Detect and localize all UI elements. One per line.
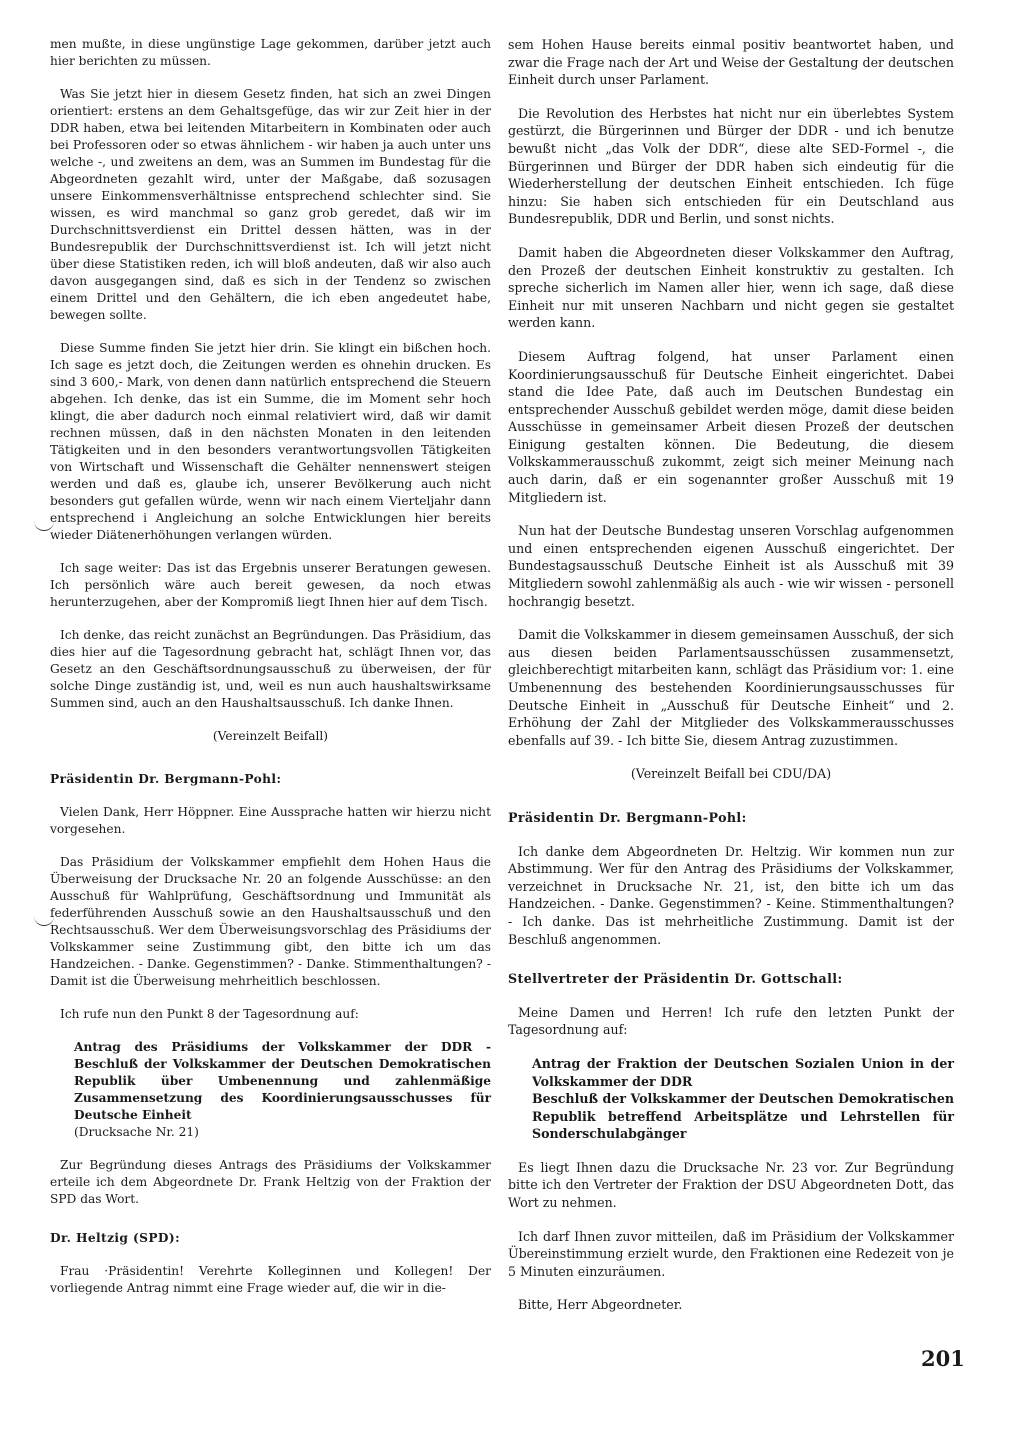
page-number: 201 (921, 1346, 965, 1371)
left-paragraph-9: Zur Begründung dieses Antrags des Präsidiums der Volkskammer erteile ich dem Abgeordnete Dr. Frank Heltzig von der Fraktion der SPD das Wort. (50, 1158, 491, 1206)
speaker-heading: Präsidentin Dr. Bergmann-Pohl: (508, 809, 747, 825)
right-paragraph-5: Nun hat der Deutsche Bundestag unseren Vorschlag aufgenommen und einen entsprechenden eigenen Ausschuß eingerichtet. Der Bundestagsausschuß Deutsche Einheit ist als Ausschuß mit 39 Mitgliedern sowohl zahlenmäßig als auch - wie wir wissen - personell hochrangig besetzt. (508, 523, 954, 609)
left-paragraph-10: Frau ·Präsidentin! Verehrte Kolleginnen und Kollegen! Der vorliegende Antrag nimmt eine Frage wieder auf, die wir in die- (50, 1264, 491, 1295)
right-paragraph-4: Diesem Auftrag folgend, hat unser Parlament einen Koordinierungsausschuß für Deutsche Einheit eingerichtet. Dabei stand die Idee Pate, daß auch im Deutschen Bundestag ein entsprechender Ausschuß gebildet werden möge, damit diese beiden Ausschüsse in gemeinsamer Arbeit diesen Prozeß der deutschen Einigung gestalten können. Die Bedeutung, die diesem Volkskammerausschuß zukommt, zeigt sich meiner Meinung nach auch darin, daß er ein sogenannter großer Ausschuß mit 19 Mitgliedern ist. (508, 348, 954, 505)
right-column (508, 36, 954, 1330)
right-paragraph-9: Es liegt Ihnen dazu die Drucksache Nr. 23 vor. Zur Begründung bitte ich den Vertreter der Fraktion der DSU Abgeordneten Dott, das Wort zu nehmen. (508, 1159, 954, 1211)
left-paragraph-2: Was Sie jetzt hier in diesem Gesetz finden, hat sich an zwei Dingen orientiert: erstens an dem Gehaltsgefüge, das wir zur Zeit hier in der DDR haben, etwa bei leitenden Mitarbeitern in Kombinaten oder auch bei Professoren oder so etwas ähnlichem - wir haben ja auch unter uns welche -, und zweitens an dem, was an Summen im Bundestag für die Abgeordneten gezahlt wird, unter der Maßgabe, daß sozusagen unsere Einkommensverhältnisse entsprechend schlechter sind. Sie wissen, es wird manchmal so ganz grob geredet, daß wir im Durchschnittsverdienst ein Drittel dessen hätten, was in der Bundesrepublik der Durchschnittsverdienst ist. Ich will jetzt nicht über diese Statistiken reden, ich will bloß andeuten, daß wir also auch davon ausgegangen sind, daß es sich in der Tendenz so zwischen einem Drittel und den Gehältern, die ich eben angedeutet habe, bewegen sollte. (50, 87, 491, 322)
left-paragraph-8: Ich rufe nun den Punkt 8 der Tagesordnung auf: (60, 1007, 359, 1021)
right-paragraph-6: Damit die Volkskammer in diesem gemeinsamen Ausschuß, der sich aus diesen beiden Parlamentsausschüssen zusammensetzt, gleichberechtigt mitarbeiten kann, schlägt das Präsidium vor: 1. eine Umbenennung des bestehenden Koordinierungsausschusses für Deutsche Einheit in „Ausschuß für Deutsche Einheit“ und 2. Erhöhung der Zahl der Mitglieder des Volkskammerausschusses ebenfalls auf 39. - Ich bitte Sie, diesem Antrag zuzustimmen. (508, 627, 954, 748)
agenda-motion-subtitle: Beschluß der Volkskammer der Deutschen Demokratischen Republik betreffend Arbeitsplätze und Lehrstellen für Sonderschulabgänger (532, 1091, 954, 1142)
agenda-motion-document: (Drucksache Nr. 21) (74, 1125, 199, 1139)
left-paragraph-5: Ich denke, das reicht zunächst an Begründungen. Das Präsidium, das dies hier auf die Tagesordnung gebracht hat, schlägt Ihnen vor, das Gesetz an den Geschäftsordnungsausschuß zu überweisen, der für solche Dinge zuständig ist, und, weil es nun auch haushaltswirksame Summen sind, auch an den Haushaltsausschuß. Ich danke Ihnen. (50, 628, 491, 710)
applause-note: (Vereinzelt Beifall bei CDU/DA) (630, 766, 832, 782)
right-paragraph-3: Damit haben die Abgeordneten dieser Volkskammer den Auftrag, den Prozeß der deutschen Einheit konstruktiv zu gestalten. Ich spreche sicherlich im Namen aller hier, wenn ich sage, daß diese Einheit nur mit unseren Nachbarn und nicht gegen sie gestaltet werden kann. (508, 244, 954, 331)
right-paragraph-11: Bitte, Herr Abgeordneter. (518, 1297, 683, 1313)
speaker-heading: Präsidentin Dr. Bergmann-Pohl: (50, 772, 282, 786)
left-column (50, 36, 491, 1313)
applause-note: (Vereinzelt Beifall) (212, 729, 329, 743)
speaker-heading: Dr. Heltzig (SPD): (50, 1231, 180, 1245)
right-paragraph-1: sem Hohen Hause bereits einmal positiv beantwortet haben, und zwar die Frage nach der Art und Weise der Gestaltung der deutschen Einheit durch unser Parlament. (508, 37, 954, 88)
agenda-motion-title: Antrag der Fraktion der Deutschen Sozialen Union in der Volkskammer der DDR (532, 1055, 954, 1089)
right-paragraph-8: Meine Damen und Herren! Ich rufe den letzten Punkt der Tagesordnung auf: (508, 1004, 954, 1038)
left-paragraph-3: Diese Summe finden Sie jetzt hier drin. Sie klingt ein bißchen hoch. Ich sage es jetzt doch, die Zeitungen werden es ohnehin drucken. Es sind 3 600,- Mark, von denen dann natürlich entsprechend die Steuern abgehen. Ich denke, das ist ein Summe, die im Moment sehr hoch klingt, die aber dadurch noch einmal relativiert wird, daß wir damit rechnen müssen, daß in den nächsten Monaten in den leitenden Tätigkeiten und in den besonders verantwortungsvollen Tätigkeiten von Wirtschaft und Wissenschaft die Gehälter nennenswert steigen werden und daß es, glaube ich, unserer Bevölkerung auch nicht besonders gut gefallen würde, wenn wir nach einem Vierteljahr dann entsprechend i Angleichung an solche Entwicklungen hier bereits wieder Diätenerhöhungen verlangen würden. (50, 341, 491, 542)
right-paragraph-7: Ich danke dem Abgeordneten Dr. Heltzig. Wir kommen nun zur Abstimmung. Wer für den Antrag des Präsidiums der Volkskammer, verzeichnet in Drucksache Nr. 21, ist, den bitte ich um das Handzeichen. - Danke. Gegenstimmen? - Keine. Stimmenthaltungen? - Ich danke. Das ist mehrheitliche Zustimmung. Damit ist der Beschluß angenommen. (508, 843, 954, 947)
right-paragraph-10: Ich darf Ihnen zuvor mitteilen, daß im Präsidium der Volkskammer Übereinstimmung erzielt wurde, den Fraktionen eine Redezeit von je 5 Minuten einzuräumen. (508, 1228, 954, 1279)
speaker-heading: Stellvertreter der Präsidentin Dr. Gottschall: (508, 971, 843, 987)
agenda-motion (74, 1039, 491, 1141)
agenda-motion (532, 1055, 954, 1143)
left-paragraph-7: Das Präsidium der Volkskammer empfiehlt dem Hohen Haus die Überweisung der Drucksache Nr. 20 an folgende Ausschüsse: an den Ausschuß für Wahlprüfung, Geschäftsordnung und Immunität als federführenden Ausschuß sowie an den Haushaltsausschuß und den Rechtsausschuß. Wer dem Überweisungsvorschlag des Präsidiums der Volkskammer seine Zustimmung gibt, den bitte ich um das Handzeichen. - Danke. Gegenstimmen? - Danke. Stimmenthaltungen? - Damit ist die Überweisung mehrheitlich beschlossen. (50, 855, 491, 988)
agenda-motion-title: Antrag des Präsidiums der Volkskammer der DDR - Beschluß der Volkskammer der Deutschen Demokratischen Republik über Umbenennung und zahlenmäßige Zusammensetzung des Koordinierungsausschusses für Deutsche Einheit (74, 1040, 491, 1122)
right-paragraph-2: Die Revolution des Herbstes hat nicht nur ein überlebtes System gestürzt, die Bürgerinnen und Bürger der DDR - und ich benutze bewußt nicht „das Volk der DDR“, diese alte SED-Formel -, die Bürgerinnen und Bürger der DDR haben sich eindeutig für die Wiederherstellung der deutschen Einheit entschieden. Ich füge hinzu: Sie haben sich entschieden für ein Deutschland aus Bundesrepublik, DDR und Berlin, und sonst nichts. (508, 105, 954, 227)
left-paragraph-4: Ich sage weiter: Das ist das Ergebnis unserer Beratungen gewesen. Ich persönlich wäre auch bereit gewesen, da noch etwas herunterzugehen, aber der Kompromiß liegt Ihnen hier auf dem Tisch. (50, 561, 491, 609)
left-paragraph-6: Vielen Dank, Herr Höppner. Eine Aussprache hatten wir hierzu nicht vorgesehen. (50, 805, 491, 836)
left-paragraph-1: men mußte, in diese ungünstige Lage gekommen, darüber jetzt auch hier berichten zu müssen. (50, 37, 491, 68)
